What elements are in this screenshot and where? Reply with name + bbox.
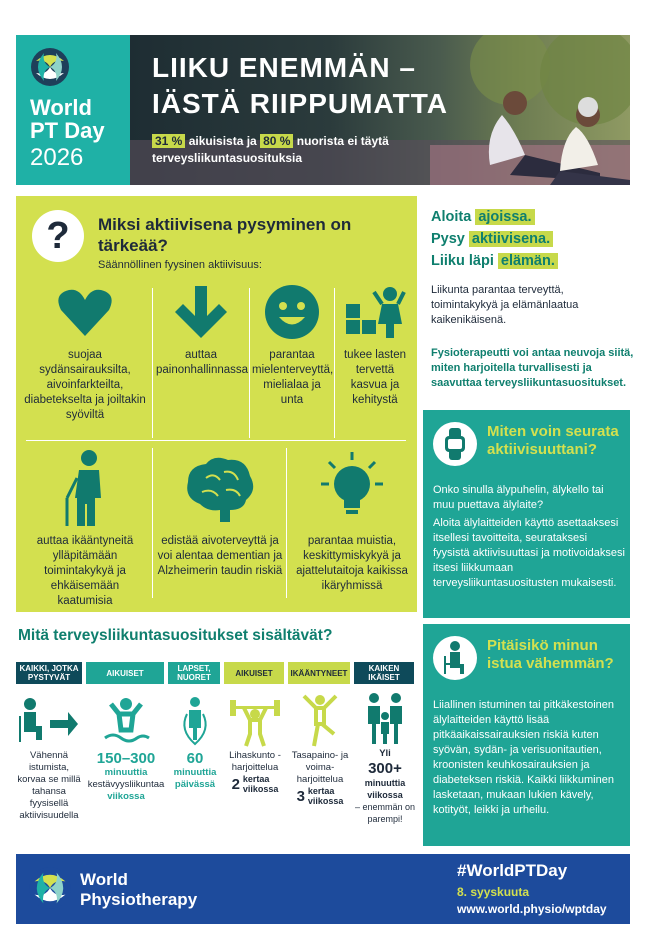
sitting-person-icon <box>433 636 477 680</box>
rec-children-per-day: päivässä <box>174 779 216 790</box>
motto <box>431 206 631 272</box>
motto-move-highlight: elämän. <box>498 253 558 269</box>
question-mark-icon: ? <box>32 210 84 262</box>
rec-strength <box>224 690 286 794</box>
footer-url[interactable]: www.world.physio/wptday <box>457 902 607 916</box>
why-intro: Säännöllinen fyysinen aktiivisuus: <box>98 259 262 271</box>
rec-strength-times-unit: kertaa <box>242 774 270 784</box>
grid-divider <box>249 288 250 438</box>
child-blocks-icon <box>344 282 406 342</box>
track-activity-panel <box>423 410 630 618</box>
motto-start-highlight: ajoissa. <box>475 209 534 225</box>
stat-line2: terveysliikuntasuosituksia <box>152 151 303 165</box>
rec-adults-per-week: viikossa <box>107 791 145 802</box>
benefit-text: auttaa ikääntyneitä ylläpitämään toimintakykyä ja ehkäisemään kaatumisia <box>36 535 134 607</box>
footer <box>16 854 630 924</box>
benefit-text: edistää aivoterveyttä ja voi alentaa dementian ja Alzheimerin taudin riskiä <box>157 535 283 577</box>
footer-physiotherapy-text: Physiotherapy <box>80 890 198 909</box>
grid-divider <box>26 440 406 441</box>
rec-reduce-text: Vähennä istumista, korvaa se millä tahansa fyysisellä aktiivisuudella <box>17 750 81 821</box>
rec-strength-per-week: viikossa <box>242 784 279 794</box>
world-pt-day-logo <box>16 35 130 185</box>
rec-adults-minutes-unit: minuuttia <box>104 767 148 778</box>
motto-start: Aloita <box>431 209 476 225</box>
benefit-text: parantaa muistia, keskittymiskykyä ja ajattelutaitoja kaikissa ikäryhmissä <box>296 535 408 592</box>
grid-divider <box>286 448 287 598</box>
physio-advice-paragraph: Fysioterapeutti voi antaa neuvoja siitä, miten harjoitella turvallisesti ja saavuttaa terveysliikuntasuositukset. <box>431 347 634 389</box>
hero-title-line2: IÄSTÄ RIIPPUMATTA <box>152 88 448 119</box>
logo-mark-icon <box>30 47 70 87</box>
benefit-memory <box>290 448 414 594</box>
stat-mid-text: aikuisista ja <box>185 134 261 148</box>
rec-all-ages <box>354 690 416 825</box>
rec-all-ages-minutes-number: 300+ <box>368 760 402 777</box>
rec-children-minutes-number: 60 <box>186 750 204 767</box>
sit-to-move-icon <box>16 690 82 750</box>
grid-divider <box>334 288 335 438</box>
hero-title-line1: LIIKU ENEMMÄN – <box>152 52 416 83</box>
logo-pt-day-text: PT Day <box>30 118 105 143</box>
rec-balance <box>288 690 352 806</box>
heart-icon <box>55 282 115 342</box>
balance-exercise-icon <box>298 690 342 750</box>
rec-reduce-sitting <box>14 690 84 822</box>
smiley-icon <box>262 282 322 342</box>
rec-header-adults: AIKUISET <box>86 662 164 684</box>
benefit-elderly <box>22 448 148 609</box>
track-title: Miten voin seurata aktiivisuuttani? <box>487 423 619 458</box>
rec-all-ages-text: – enemmän on parempi! <box>354 802 416 824</box>
footer-date: 8. syyskuuta <box>457 885 530 899</box>
why-active-panel <box>16 196 417 612</box>
rec-balance-times-unit: kertaa <box>307 786 335 796</box>
rec-balance-times-number: 3 <box>296 787 305 805</box>
footer-world-text: World <box>80 870 128 889</box>
benefit-brain <box>156 448 284 579</box>
track-answer: Aloita älylaitteiden käyttö asettaaksesi itsellesi tavoitteita, seurataksesi fyysistä aktiivisuuttasi ja motivoidaksesi itsesi liikkumaan terveysliikuntasuositusten mukaisesti. <box>433 517 625 589</box>
rec-header-all-ages: KAIKEN IKÄISET <box>354 662 414 684</box>
motto-paragraph: Liikunta parantaa terveyttä, toimintakykyä ja elämänlaatua kaikenikäisenä. <box>431 284 579 326</box>
stat-youth-pct: 80 % <box>260 134 293 148</box>
sit-text: Liiallinen istuminen tai pitkäkestoinen älylaitteiden käyttö lisää pitkäaikaissairauksien riskiä kuten syövän, sydän- ja verisuonitautien, kroonisten keuhkosairauksien ja diabeteksen riskiä. Kaikki liikkuminen lasketaan, mukaan lukien kävely, kotityöt, leikki ja urheilu. <box>433 699 614 816</box>
rec-balance-per-week: viikossa <box>307 796 344 806</box>
rec-strength-times-number: 2 <box>231 775 240 793</box>
hero-statistic <box>152 133 452 167</box>
grid-divider <box>152 448 153 598</box>
rec-header-elderly: IKÄÄNTYNEET <box>288 662 350 684</box>
sit-title: Pitäisikö minun istua vähemmän? <box>487 637 614 672</box>
rec-children <box>168 690 222 791</box>
smartwatch-icon <box>433 422 477 466</box>
brain-icon <box>180 448 260 528</box>
recommendations-title: Mitä terveysliikuntasuositukset sisältävät? <box>18 627 333 644</box>
rec-strength-text: Lihaskunto -harjoittelua <box>229 750 281 773</box>
footer-hashtag: #WorldPTDay <box>457 861 568 880</box>
track-question: Onko sinulla älypuhelin, älykello tai muu puettava älylaite? <box>433 484 604 511</box>
world-physiotherapy-logo-icon <box>28 866 72 910</box>
benefit-text: parantaa mielenterveyttä, mielialaa ja unta <box>252 349 334 406</box>
rec-balance-text: Tasapaino- ja voima-harjoittelua <box>291 750 349 785</box>
swimmer-icon <box>101 690 151 750</box>
rec-all-ages-minutes-unit: minuuttia viikossa <box>364 778 406 800</box>
elderly-cane-icon <box>55 448 115 528</box>
logo-year-text: 2026 <box>30 144 84 171</box>
rec-children-minutes-unit: minuuttia <box>173 767 217 778</box>
rec-header-all: KAIKKI, JOTKA PYSTYVÄT <box>16 662 82 684</box>
family-walking-icon <box>358 690 412 748</box>
hero-banner <box>130 35 630 185</box>
logo-world-text: World <box>30 95 92 120</box>
benefit-mental <box>252 282 332 408</box>
rec-adults-minutes-number: 150–300 <box>96 750 156 767</box>
sit-less-panel <box>423 624 630 846</box>
benefit-text: tukee lasten tervettä kasvua ja kehitystä <box>343 349 406 406</box>
motto-stay: Pysy <box>431 231 469 247</box>
grid-divider <box>152 288 153 438</box>
stat-adults-pct: 31 % <box>152 134 185 148</box>
benefit-text: suojaa sydänsairauksilta, aivoinfarkteilta, diabetekselta ja joiltakin syöviltä <box>24 349 146 421</box>
benefit-weight <box>156 282 249 378</box>
child-jump-rope-icon <box>175 690 215 750</box>
stat-end-text: nuorista ei täytä <box>293 134 389 148</box>
motto-stay-highlight: aktiivisena. <box>469 231 553 247</box>
rec-adults-endurance <box>86 690 166 803</box>
arrow-down-icon <box>171 282 231 342</box>
benefit-text: auttaa painonhallinnassa <box>156 349 249 376</box>
motto-move: Liiku läpi <box>431 253 498 269</box>
rec-all-ages-prefix: Yli <box>379 748 391 759</box>
benefit-heart <box>22 282 148 423</box>
rec-header-children: LAPSET, NUORET <box>168 662 220 684</box>
rec-adults-endurance-text: kestävyysliikuntaa <box>87 779 165 790</box>
rec-header-adults-strength: AIKUISET <box>224 662 284 684</box>
benefit-children <box>338 282 412 408</box>
why-title: Miksi aktiivisena pysyminen on tärkeää? <box>98 215 352 255</box>
weightlifter-icon <box>228 690 282 750</box>
lightbulb-icon <box>317 448 387 528</box>
